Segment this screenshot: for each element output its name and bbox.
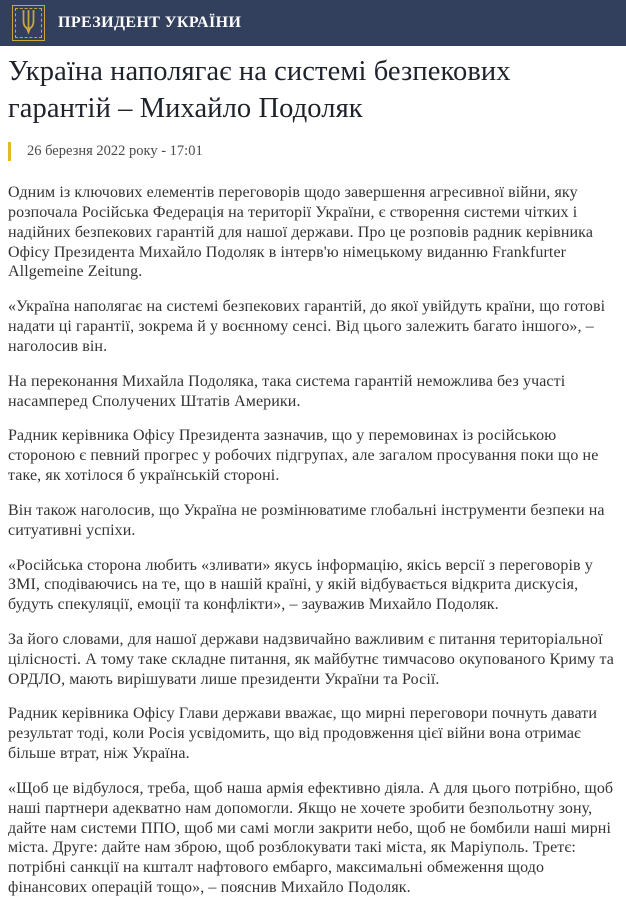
- article-title: Україна наполягає на системі безпекових гарантій – Михайло Подоляк: [8, 56, 511, 125]
- article-paragraph: Одним із ключових елементів переговорів щодо завершення агресивної війни, яку розпочала Російська Федерація на території України, є створення системи чітких і надійних безпекових гарантій для нашої держави. Про це розповів радник керівника Офісу Президента Михайло Подоляк в інтерв'ю німецькому виданню Frankfurter Allgemeine Zeitung.: [8, 184, 594, 281]
- article-paragraph: «Російська сторона любить «зливати» якусь інформацію, якісь версії з переговорів у ЗМІ, сподіваючись на те, що в нашій країні, у якій відбувається відкрита дискусія, будуть спекуляції, емоції та конфлікти», – зауважив Михайло Подоляк.: [8, 556, 593, 614]
- article-paragraph: Він також наголосив, що Україна не розмінюватиме глобальні інструменти безпеки на ситуативні успіхи.: [8, 501, 605, 539]
- article-date: 26 березня 2022 року - 17:01: [27, 142, 203, 159]
- article: [0, 46, 626, 898]
- site-header-home-link[interactable]: [0, 0, 626, 46]
- date-accent-bar: [8, 142, 11, 161]
- article-paragraph: «Щоб це відбулося, треба, щоб наша армія ефективно діяла. А для цього потрібно, щоб наші партнери адекватно нам допомогли. Якщо не хочете зробити безпольотну зону, дайте нам системи ППО, щоб ми самі могли закрити небо, щоб не бомбили наші мирні міста. Друге: дайте нам зброю, щоб розблокувати такі міста, як Маріуполь. Третє: потрібні санкції на кшталт нафтового ембарго, максимальні обмеження щодо фінансових операцій тощо», – пояснив Михайло Подоляк.: [8, 779, 614, 897]
- article-paragraph: На переконання Михайла Подоляка, така система гарантій неможлива без участі насамперед Сполучених Штатів Америки.: [8, 372, 566, 410]
- ukraine-trident-icon: [15, 8, 42, 38]
- article-paragraph: Радник керівника Офісу Глави держави вважає, що мирні переговори почнуть давати результат тоді, коли Росія усвідомить, що від продовження цієї війни вона отримає більше втрат, ніж Україна.: [8, 705, 598, 763]
- article-paragraph: Радник керівника Офісу Президента зазначив, що у перемовинах із російською стороною є певний прогрес у робочих підгрупах, але загалом просування поки що не таке, як хотілося б українській стороні.: [8, 427, 599, 485]
- site-title: ПРЕЗИДЕНТ УКРАЇНИ: [58, 14, 242, 31]
- article-paragraph: «Україна наполягає на системі безпекових гарантій, до якої увійдуть країни, що готові надати ці гарантії, зокрема й у воєнному сенсі. Від цього залежить багато іншого», – наголосив він.: [8, 298, 606, 355]
- article-date-row: [8, 141, 617, 161]
- article-paragraph: За його словами, для нашої держави надзвичайно важливим є питання територіальної цілісності. А тому таке складне питання, як майбутнє тимчасово окупованого Криму та ОРДЛО, мають вирішувати лише президенти України та Росії.: [8, 631, 614, 688]
- article-body: [8, 183, 617, 898]
- coat-of-arms-frame: [12, 5, 45, 41]
